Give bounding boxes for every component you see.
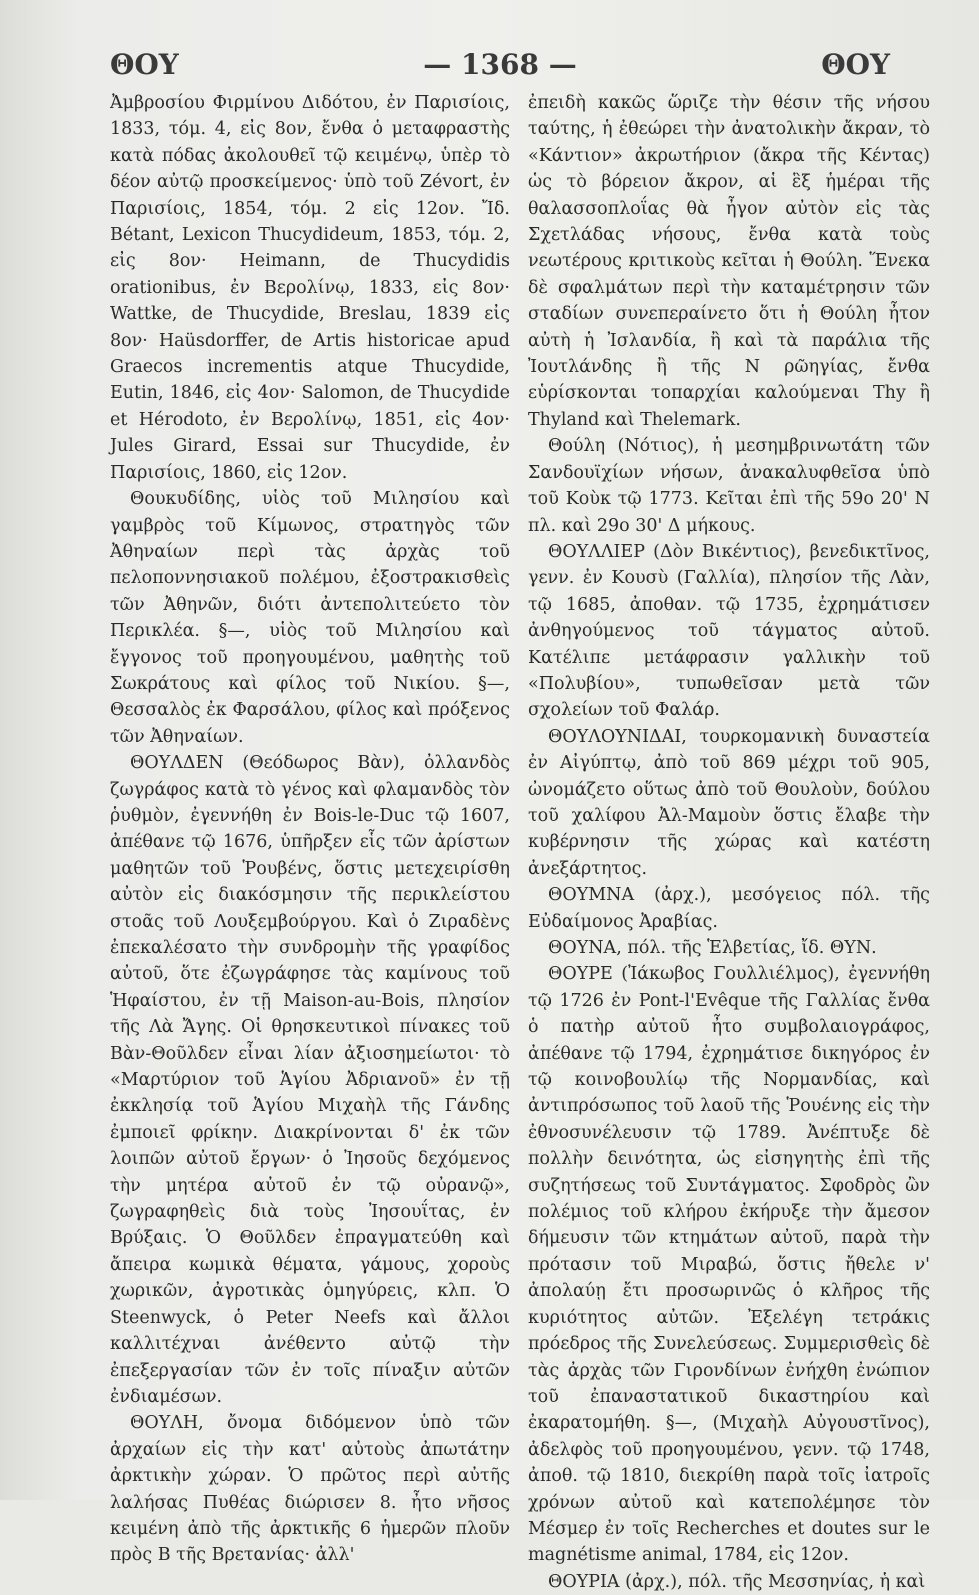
header-left-word: ΘΟΥ [110, 47, 179, 81]
right-paragraph-4: ΘΟΥΛΟΥΝΙΔΑΙ, τουρκομανικὴ δυναστεία ἐν Αἰγύπτῳ, ἀπὸ τοῦ 869 μέχρι τοῦ 905, ὠνομάζετο οὕτως ἀπὸ τοῦ Θουλοὺν, δούλου τοῦ χαλίφου Ἀλ-Μαμοὺν ὅστις ἔλαβε τὴν κυβέρνησιν τῆς χώρας καὶ κατέστη ἀνεξάρτητος. [528, 726, 930, 879]
left-paragraph-4: ΘΟΥΛΗ, ὄνομα διδόμενον ὑπὸ τῶν ἀρχαίων εἰς τὴν κατ' αὐτοὺς ἀπωτάτην ἀρκτικὴν χώραν. Ὁ πρῶτος περὶ αὐτῆς λαλήσας Πυθέας διώρισεν 8. ἦτο νῆσος κειμένη ἀπὸ τῆς ἀρκτικῆς 6 ἡμερῶν πλοῦν πρὸς Β τῆς Βρετανίας· ἀλλ' [110, 1413, 510, 1566]
right-paragraph-8: ΘΟΥΡΙΑ (ἀρχ.), πόλ. τῆς Μεσσηνίας, ἡ καὶ [548, 1571, 926, 1592]
right-paragraph-2: Θούλη (Νότιος), ἡ μεσημβρινωτάτη τῶν Σανδουϊχίων νήσων, ἀνακαλυφθεῖσα ὑπὸ τοῦ Κοὺκ τῷ 1773. Κεῖται ἐπὶ τῆς 59ο 20' Ν πλ. καὶ 29ο 30' Δ μήκους. [528, 436, 930, 536]
left-paragraph-1: Ἀμβροσίου Φιρμίνου Διδότου, ἐν Παρισίοις, 1833, τόμ. 4, εἰς 8ον, ἔνθα ὁ μεταφραστὴς κατὰ πόδας ἀκολουθεῖ τῷ κειμένῳ, ὑπὲρ τὸ δέον αὐτῷ προσκείμενος· ὑπὸ τοῦ Zévort, ἐν Παρισίοις, 1854, τόμ. 2 εἰς 12ον. Ἴδ. Bétant, Lexicon Thucydideum, 1853, τόμ. 2, εἰς 8ον· Heimann, de Thucydidis orationibus, ἐν Βερολίνῳ, 1833, εἰς 8ον· Wattke, de Thucydide, Breslau, 1839 εἰς 8ον· Haüsdorffer, de Artis historicae apud Graecos incrementis atque Thucydide, Eutin, 1846, εἰς 4ον· Salomon, de Thucydide et Hérodoto, ἐν Βερολίνῳ, 1851, εἰς 4ον· Jules Girard, Essai sur Thucydide, ἐν Παρισίοις, 1860, εἰς 12ον. [110, 93, 510, 483]
running-header [110, 44, 890, 84]
page-number: — 1368 — [423, 47, 577, 81]
right-column [528, 90, 930, 1595]
right-paragraph-1: ἐπειδὴ κακῶς ὥριζε τὴν θέσιν τῆς νήσου ταύτης, ἡ ἐθεώρει τὴν ἀνατολικὴν ἄκραν, τὸ «Κάντιον» ἀκρωτήριον (ἄκρα τῆς Κέντας) ὡς τὸ βόρειον ἄκρον, αἱ ἓξ ἡμέραι τῆς θαλασσοπλοΐας θὰ ἦγον αὐτὸν εἰς τὰς Σχετλάδας νήσους, ἔνθα κατὰ τοὺς νεωτέρους κριτικοὺς κεῖται ἡ Θούλη. Ἕνεκα δὲ σφαλμάτων περὶ τὴν καταμέτρησιν τῶν σταδίων συνεπεραίνετο ὅτι ἡ Θούλη ἦτον αὐτὴ ἡ Ἰσλανδία, ἢ καὶ τὰ παράλια τῆς Ἰουτλάνδης ἢ τῆς Ν ρῶηγίας, ἔνθα εὑρίσκονται τοπαρχίαι καλούμεναι Thy ἢ Thyland καὶ Thelemark. [528, 93, 930, 430]
header-right-word: ΘΟΥ [821, 47, 890, 81]
right-paragraph-6: ΘΟΥΝΑ, πόλ. τῆς Ἑλβετίας, ἴδ. ΘΥΝ. [548, 938, 877, 958]
left-column [110, 90, 510, 1569]
left-paragraph-3: ΘΟΥΛΔΕΝ (Θεόδωρος Βὰν), ὀλλανδὸς ζωγράφος κατὰ τὸ γένος καὶ φλαμανδὸς τὸν ῥυθμὸν, ἐγεννήθη ἐν Bois-le-Duc τῷ 1607, ἀπέθανε τῷ 1676, ὑπῆρξεν εἷς τῶν ἀρίστων μαθητῶν τοῦ Ῥουβένς, ὅστις μετεχειρίσθη αὐτὸν εἰς διακόσμησιν τῆς περικλείστου στοᾶς τοῦ Λουξεμβούργου. Καὶ ὁ Ζιραδὲνς ἐπεκαλέσατο τὴν συνδρομὴν τῆς γραφίδος αὐτοῦ, ὅτε ἐζωγράφησε τὰς καμίνους τοῦ Ἡφαίστου, ἐν τῇ Maison-au-Bois, πλησίον τῆς Λὰ Ἄγης. Οἱ θρησκευτικοὶ πίνακες τοῦ Βὰν-Θοῦλδεν εἶναι λίαν ἀξιοσημείωτοι· τὸ «Μαρτύριον τοῦ Ἁγίου Ἀδριανοῦ» ἐν τῇ ἐκκλησίᾳ τοῦ Ἁγίου Μιχαὴλ τῆς Γάνδης ἐμποιεῖ φρίκην. Διακρίνονται δ' ἐκ τῶν λοιπῶν αὐτοῦ ἔργων· ὁ Ἰησοῦς δεχόμενος τὴν μητέρα αὐτοῦ ἐν τῷ οὐρανῷ», ζωγραφηθεὶς διὰ τοὺς Ἰησουΐτας, ἐν Βρύξαις. Ὁ Θοῦλδεν ἐπραγματεύθη καὶ ἄπειρα κωμικὰ θέματα, γάμους, χοροὺς χωρικῶν, ἀγροτικὰς ὁμηγύρεις, κλπ. Ὁ Steenwyck, ὁ Peter Neefs καὶ ἄλλοι καλλιτέχναι ἀνέθεντο αὐτῷ τὴν ἐπεξεργασίαν τῶν ἐν τοῖς πίναξιν αὐτῶν ἐνδιαμέσων. [110, 753, 510, 1407]
left-paragraph-2: Θουκυδίδης, υἱὸς τοῦ Μιλησίου καὶ γαμβρὸς τοῦ Κίμωνος, στρατηγὸς τῶν Ἀθηναίων περὶ τὰς ἀρχὰς τοῦ πελοποννησιακοῦ πολέμου, ἐξοστρακισθεὶς τῶν Ἀθηνῶν, διότι ἀντεπολιτεύετο τὸν Περικλέα. §—, υἱὸς τοῦ Μιλησίου καὶ ἔγγονος τοῦ προηγουμένου, μαθητὴς τοῦ Σωκράτους καὶ φίλος τοῦ Νικίου. §—, Θεσσαλὸς ἐκ Φαρσάλου, φίλος καὶ πρόξενος τῶν Ἀθηναίων. [110, 489, 510, 747]
right-paragraph-5: ΘΟΥΜΝΑ (ἀρχ.), μεσόγειος πόλ. τῆς Εὐδαίμονος Ἀραβίας. [528, 885, 930, 932]
right-paragraph-7: ΘΟΥΡΕ (Ἰάκωβος Γουλλιέλμος), ἐγεννήθη τῷ 1726 ἐν Pont-l'Evêque τῆς Γαλλίας ἔνθα ὁ πατὴρ αὐτοῦ ἦτο συμβολαιογράφος, ἀπέθανε τῷ 1794, ἐχρημάτισε δικηγόρος ἐν τῷ κοινοβουλίῳ τῆς Νορμανδίας, καὶ ἀντιπρόσωπος τοῦ λαοῦ τῆς Ῥουένης εἰς τὴν ἐθνοσυνέλευσιν τῷ 1789. Ἀνέπτυξε δὲ πολλὴν δεινότητα, ὡς εἰσηγητὴς ἐπὶ τῆς συζητήσεως τοῦ Συντάγματος. Σφοδρὸς ὢν πολέμιος τοῦ κλήρου ἐκήρυξε τὴν ἄμεσον δήμευσιν τῶν κτημάτων αὐτοῦ, παρὰ τὴν πρότασιν τοῦ Μιραβώ, ὅστις ἤθελε ν' ἀπολαύῃ ἔτι προσωρινῶς ὁ κλῆρος τῆς κυριότητος αὐτῶν. Ἐξελέγη τετράκις πρόεδρος τῆς Συνελεύσεως. Συμμερισθεὶς δὲ τὰς ἀρχὰς τῶν Γιρονδίνων ἐνήχθη ἐνώπιον τοῦ ἐπαναστατικοῦ δικαστηρίου καὶ ἐκαρατομήθη. §—, (Μιχαὴλ Αὐγουστῖνος), ἀδελφὸς τοῦ προηγουμένου, γενν. τῷ 1748, ἀποθ. τῷ 1810, διεκρίθη παρὰ τοῖς ἰατροῖς χρόνων αὐτοῦ καὶ κατεπολέμησε τὸν Μέσμερ ἐν τοῖς Recherches et doutes sur le magnétisme animal, 1784, εἰς 12ον. [528, 964, 930, 1566]
right-paragraph-3: ΘΟΥΛΛΙΕΡ (Δὸν Βικέντιος), βενεδικτῖνος, γενν. ἐν Κουσὺ (Γαλλία), πλησίον τῆς Λὰν, τῷ 1685, ἀποθαν. τῷ 1735, ἐχρημάτισεν ἀνθηγούμενος τοῦ τάγματος αὐτοῦ. Κατέλιπε μετάφρασιν γαλλικὴν τοῦ «Πολυβίου», τυπωθεῖσαν μετὰ τῶν σχολείων τοῦ Φαλάρ. [528, 541, 930, 721]
